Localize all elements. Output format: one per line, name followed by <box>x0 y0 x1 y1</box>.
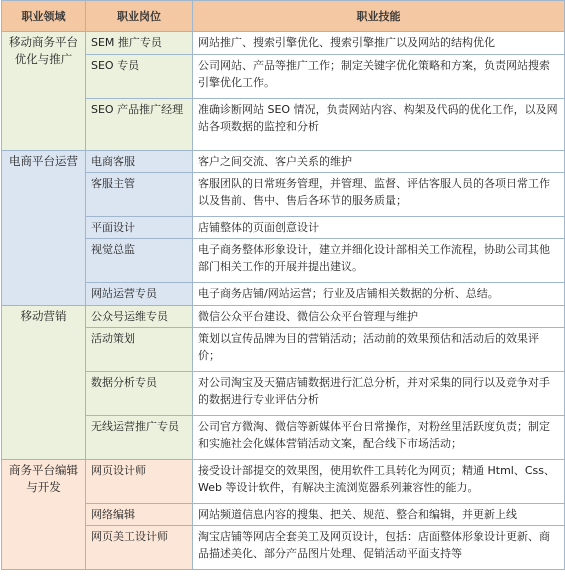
table-row <box>2 217 565 239</box>
group-mobile-commerce-optimization <box>2 32 565 151</box>
skill-cell: 电子商务整体形象设计，建立并细化设计部相关工作流程，协助公司其他部门相关工作的开展并提出建议。 <box>193 239 565 283</box>
category-cell: 移动营销 <box>2 306 86 460</box>
table-row <box>2 460 565 504</box>
table-row <box>2 416 565 460</box>
table-row <box>2 328 565 372</box>
skill-cell: 准确诊断网站 SEO 情况，负责网站内容、构架及代码的优化工作，以及网站各项数据的监控和分析 <box>193 99 565 151</box>
table-row <box>2 32 565 55</box>
skill-cell: 公司网站、产品等推广工作；制定关键字优化策略和方案，负责网站搜索引擎优化工作。 <box>193 55 565 99</box>
skill-cell: 客服团队的日常班务管理，并管理、监督、评估客服人员的各项日常工作以及售前、售中、售后各环节的服务质量； <box>193 173 565 217</box>
header-category: 职业领域 <box>2 1 86 32</box>
table-row <box>2 283 565 306</box>
role-cell: 数据分析专员 <box>86 372 193 416</box>
role-cell: 网络编辑 <box>86 504 193 526</box>
table-row <box>2 55 565 99</box>
table-row <box>2 526 565 570</box>
table-row <box>2 173 565 217</box>
group-ecommerce-operations <box>2 151 565 306</box>
table-row <box>2 239 565 283</box>
skill-cell: 对公司淘宝及天猫店铺数据进行汇总分析，并对采集的同行以及竞争对手的数据进行专业评估分析 <box>193 372 565 416</box>
role-cell: 网页设计师 <box>86 460 193 504</box>
group-platform-editing-development <box>2 460 565 570</box>
table-row <box>2 99 565 151</box>
role-cell: 公众号运维专员 <box>86 306 193 328</box>
table-row <box>2 151 565 173</box>
skill-cell: 电子商务店铺/网站运营；行业及店铺相关数据的分析、总结。 <box>193 283 565 306</box>
category-cell: 电商平台运营 <box>2 151 86 306</box>
skill-cell: 微信公众平台建设、微信公众平台管理与维护 <box>193 306 565 328</box>
role-cell: 网页美工设计师 <box>86 526 193 570</box>
role-cell: 客服主管 <box>86 173 193 217</box>
role-cell: 电商客服 <box>86 151 193 173</box>
role-cell: SEM 推广专员 <box>86 32 193 55</box>
role-cell: 网站运营专员 <box>86 283 193 306</box>
role-cell: 视觉总监 <box>86 239 193 283</box>
role-cell: 无线运营推广专员 <box>86 416 193 460</box>
table-row <box>2 306 565 328</box>
role-cell: 平面设计 <box>86 217 193 239</box>
role-cell: SEO 专员 <box>86 55 193 99</box>
group-mobile-marketing <box>2 306 565 460</box>
skill-cell: 淘宝店铺等网店全套美工及网页设计，包括：店面整体形象设计更新、商品描述美化、部分产品图片处理、促销活动平面支持等 <box>193 526 565 570</box>
role-cell: SEO 产品推广经理 <box>86 99 193 151</box>
skill-cell: 网站推广、搜索引擎优化、搜索引擎推广以及网站的结构优化 <box>193 32 565 55</box>
table-row <box>2 504 565 526</box>
category-cell: 移动商务平台优化与推广 <box>2 32 86 151</box>
header-skills: 职业技能 <box>193 1 565 32</box>
category-cell: 商务平台编辑与开发 <box>2 460 86 570</box>
header-role: 职业岗位 <box>86 1 193 32</box>
skill-cell: 客户之间交流、客户关系的维护 <box>193 151 565 173</box>
skill-cell: 策划以宣传品牌为目的营销活动；活动前的效果预估和活动后的效果评价； <box>193 328 565 372</box>
skill-cell: 店铺整体的页面创意设计 <box>193 217 565 239</box>
skill-cell: 接受设计部提交的效果图，使用软件工具转化为网页；精通 Html、Css、Web 等设计软件，有解决主流浏览器系列兼容性的能力。 <box>193 460 565 504</box>
skill-cell: 网站频道信息内容的搜集、把关、规范、整合和编辑，并更新上线 <box>193 504 565 526</box>
table-row <box>2 372 565 416</box>
job-skills-table <box>1 0 565 570</box>
skill-cell: 公司官方微淘、微信等新媒体平台日常操作，对粉丝里活跃度负责；制定和实施社会化媒体营销活动文案，配合线下市场活动； <box>193 416 565 460</box>
role-cell: 活动策划 <box>86 328 193 372</box>
header-row <box>2 1 565 32</box>
